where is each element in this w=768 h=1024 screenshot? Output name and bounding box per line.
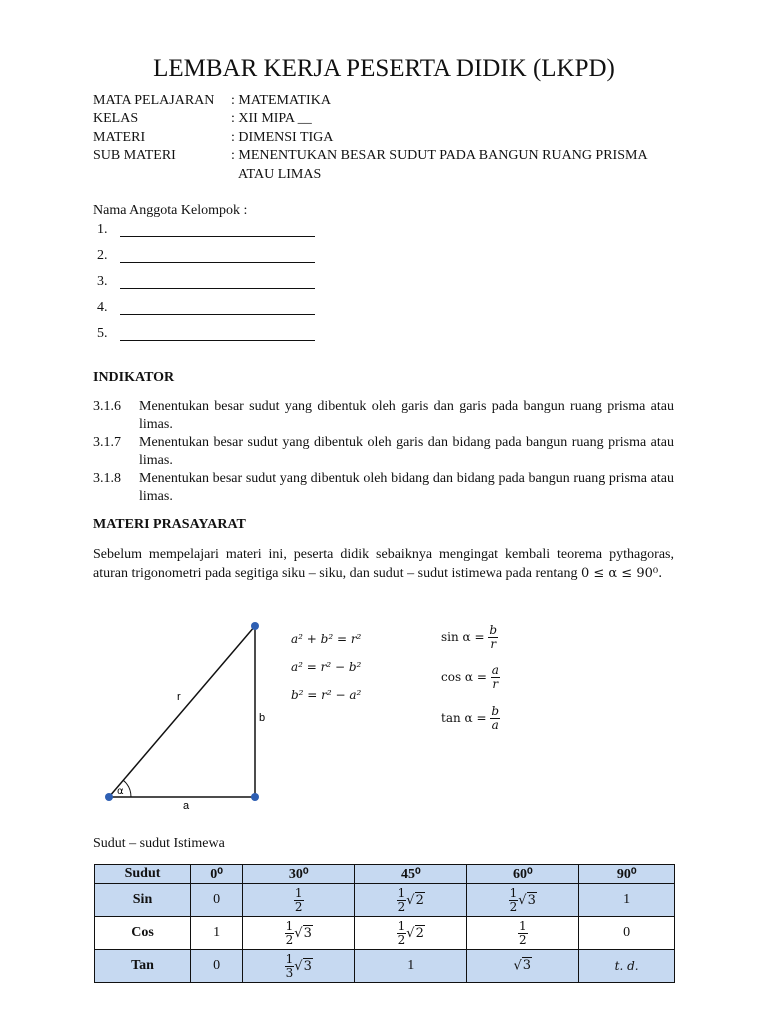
frac-den: 2: [294, 899, 303, 914]
pythagoras-equation: a² = r² − b²: [291, 660, 362, 674]
member-name-line[interactable]: [120, 288, 315, 289]
table-cell: [355, 917, 467, 950]
indikator-number: 3.1.6: [93, 399, 121, 414]
info-key: MATERI: [93, 130, 146, 145]
frac-num: a: [491, 663, 499, 677]
table-cell: 0: [191, 884, 243, 917]
member-number: 4.: [97, 300, 108, 315]
member-number: 2.: [97, 248, 108, 263]
table-header: 90⁰: [579, 865, 675, 884]
table-cell: [243, 950, 355, 983]
info-value: : MENENTUKAN BESAR SUDUT PADA BANGUN RUANG PRISMA: [231, 148, 648, 163]
special-angles-table: [94, 864, 675, 983]
info-key: KELAS: [93, 111, 139, 126]
table-row-sin: [95, 884, 675, 917]
table-header: 30⁰: [243, 865, 355, 884]
frac-den: r: [492, 677, 499, 691]
frac-den: 2: [397, 899, 406, 914]
vertex-point: [251, 622, 259, 630]
info-value: : XII MIPA __: [231, 111, 312, 126]
table-cell: [467, 950, 579, 983]
indikator-text: Menentukan besar sudut yang dibentuk oleh garis dan bidang pada bangun ruang prisma atau limas.: [139, 435, 674, 468]
prasyarat-text: Sebelum mempelajari materi ini, peserta didik sebaiknya mengingat kembali teorema pythagoras, aturan trigonometri pada segitiga siku – siku, dan sudut – sudut istimewa pada rentang: [93, 547, 674, 581]
member-number: 3.: [97, 274, 108, 289]
info-value: : MATEMATIKA: [231, 93, 331, 108]
table-cell: [467, 884, 579, 917]
table-caption: Sudut – sudut Istimewa: [93, 836, 225, 851]
trig-name: sin α =: [441, 630, 485, 644]
prasyarat-heading: MATERI PRASAYARAT: [93, 517, 246, 532]
member-number: 1.: [97, 222, 108, 237]
radicand: 3: [522, 958, 532, 974]
prasyarat-range: 0 ≤ α ≤ 90⁰.: [580, 566, 663, 581]
member-name-line[interactable]: [120, 262, 315, 263]
frac-num: 1: [509, 885, 518, 900]
pythagoras-equation: a² + b² = r²: [291, 632, 362, 646]
frac-den: r: [490, 637, 497, 651]
page-title: LEMBAR KERJA PESERTA DIDIK (LKPD): [153, 55, 615, 82]
table-header: Sudut: [95, 865, 191, 884]
vertex-point: [105, 793, 113, 801]
table-header: 45⁰: [355, 865, 467, 884]
label-alpha: α: [117, 786, 124, 797]
prasyarat-paragraph: [93, 545, 674, 583]
member-number: 5.: [97, 326, 108, 341]
label-r: r: [177, 691, 181, 703]
table-cell: 1: [355, 950, 467, 983]
frac-den: 2: [285, 932, 294, 947]
trig-name: tan α =: [441, 711, 487, 725]
frac-num: 1: [397, 918, 406, 933]
frac-num: 1: [285, 951, 294, 966]
table-cell: 1: [579, 884, 675, 917]
frac-den: 2: [397, 932, 406, 947]
frac-num: 1: [518, 918, 527, 933]
pythagoras-equation: b² = r² − a²: [291, 688, 362, 702]
right-triangle-diagram: [95, 612, 285, 812]
frac-num: b: [489, 623, 498, 637]
indikator-number: 3.1.7: [93, 435, 121, 450]
table-cell: 1: [191, 917, 243, 950]
table-row-tan: [95, 950, 675, 983]
table-cell: [467, 917, 579, 950]
indikator-text: Menentukan besar sudut yang dibentuk oleh bidang dan bidang pada bangun ruang prisma atau limas.: [139, 471, 674, 504]
table-cell: t. d.: [579, 950, 675, 983]
radicand: 3: [303, 925, 312, 941]
radicand: 2: [415, 892, 424, 908]
info-value: : DIMENSI TIGA: [231, 130, 334, 145]
radicand: 3: [527, 892, 536, 908]
angle-arc: [123, 780, 131, 797]
frac-den: a: [491, 718, 499, 732]
trig-ratio-cos: [441, 664, 500, 691]
trig-ratio-tan: [441, 705, 500, 732]
side-r: [109, 626, 255, 797]
row-label: Sin: [95, 884, 191, 917]
member-name-line[interactable]: [120, 236, 315, 237]
table-cell: 0: [579, 917, 675, 950]
label-b: b: [259, 712, 266, 724]
info-key: SUB MATERI: [93, 148, 176, 163]
info-key: MATA PELAJARAN: [93, 93, 215, 108]
root-sign: √: [294, 925, 303, 941]
frac-den: 3: [285, 965, 294, 980]
root-sign: √: [518, 892, 527, 908]
radicand: 3: [303, 958, 312, 974]
info-value-cont: ATAU LIMAS: [238, 167, 322, 182]
frac-den: 2: [509, 899, 518, 914]
root-sign: √: [406, 925, 415, 941]
radicand: 2: [415, 925, 424, 941]
table-cell: [243, 917, 355, 950]
trig-ratio-sin: [441, 624, 498, 651]
frac-num: 1: [294, 885, 303, 900]
member-name-line[interactable]: [120, 340, 315, 341]
table-cell: 0: [191, 950, 243, 983]
indikator-text: Menentukan besar sudut yang dibentuk oleh garis dan garis pada bangun ruang prisma atau limas.: [139, 399, 674, 432]
row-label: Tan: [95, 950, 191, 983]
frac-num: 1: [285, 918, 294, 933]
table-row-cos: [95, 917, 675, 950]
frac-num: b: [491, 704, 500, 718]
root-sign: √: [513, 958, 522, 974]
table-header: 0⁰: [191, 865, 243, 884]
member-name-line[interactable]: [120, 314, 315, 315]
row-label: Cos: [95, 917, 191, 950]
table-header: 60⁰: [467, 865, 579, 884]
root-sign: √: [406, 892, 415, 908]
members-label: Nama Anggota Kelompok :: [93, 203, 248, 218]
label-a: a: [183, 800, 190, 812]
frac-num: 1: [397, 885, 406, 900]
table-cell: [355, 884, 467, 917]
table-header-row: [95, 865, 675, 884]
indikator-heading: INDIKATOR: [93, 370, 175, 385]
vertex-point: [251, 793, 259, 801]
root-sign: √: [294, 958, 303, 974]
indikator-number: 3.1.8: [93, 471, 121, 486]
frac-den: 2: [518, 932, 527, 947]
trig-name: cos α =: [441, 670, 487, 684]
table-cell: [243, 884, 355, 917]
